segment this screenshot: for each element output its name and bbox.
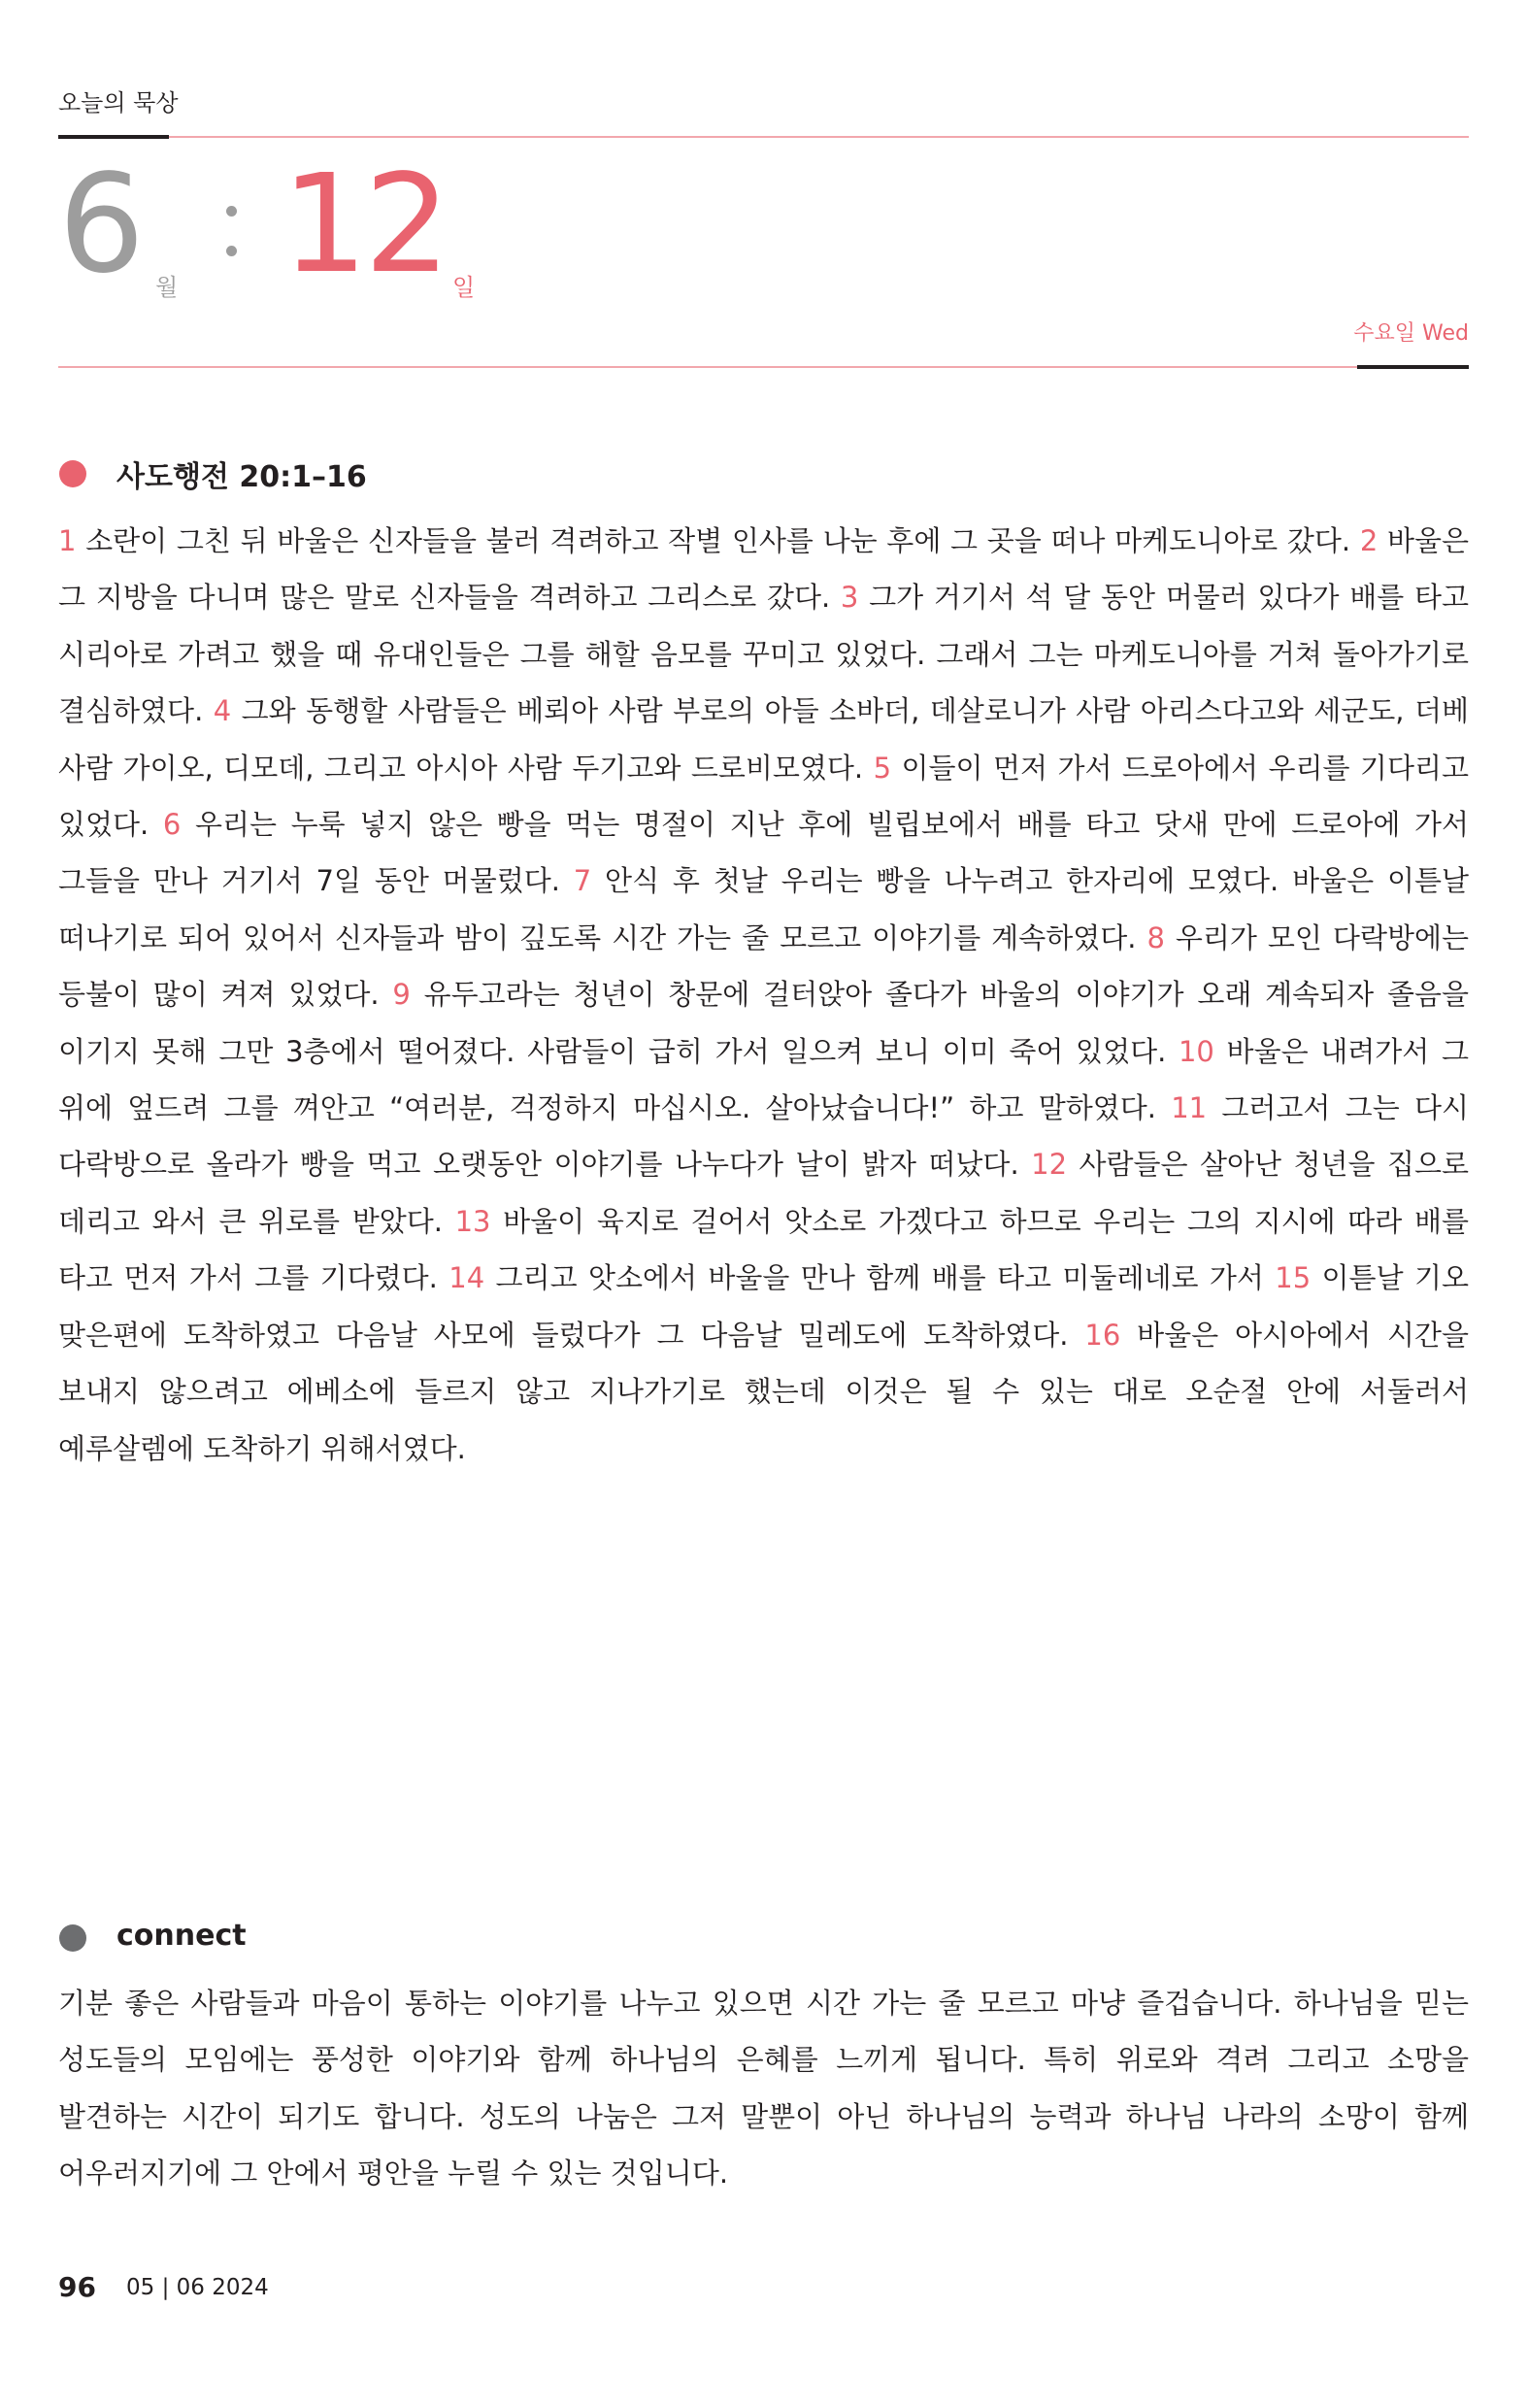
verse-number: 12	[1031, 1148, 1068, 1182]
verse-text: 이들이 먼저 가서 드로아에서 우리를 기다리고 있었다.	[58, 751, 1469, 842]
verse-text: 그리고 앗소에서 바울을 만나 함께 배를 타고 미둘레네로 가서	[484, 1261, 1276, 1295]
verse-number: 4	[213, 694, 232, 728]
day-unit: 일	[452, 274, 476, 301]
issue-date: 05 | 06 2024	[126, 2275, 269, 2300]
verse-text: 바울은 아시아에서 시간을 보내지 않으려고 에베소에 들르지 않고 지나가기로 했는데 이것은 될 수 있는 대로 오순절 안에 서둘러서 예루살렘에 도착하기 위해서였다.	[58, 1318, 1470, 1465]
month-number: 6	[58, 146, 146, 304]
scripture-bullet-icon	[59, 460, 86, 487]
verse-number: 5	[873, 751, 892, 785]
mid-rule	[58, 366, 1469, 368]
connect-bullet-icon	[59, 1924, 86, 1952]
verse-number: 10	[1178, 1034, 1214, 1068]
verse-text: 바울이 육지로 걸어서 앗소로 가겠다고 하므로 우리는 그의 지시에 따라 배를 타고 먼저 가서 그를 기다렸다.	[58, 1204, 1469, 1295]
verse-text: 사람들은 살아난 청년을 집으로 데리고 와서 큰 위로를 받았다.	[58, 1148, 1469, 1238]
verse-text: 우리는 누룩 넣지 않은 빵을 먹는 명절이 지난 후에 빌립보에서 배를 타고 닷새 만에 드로아에 가서 그들을 만나 거기서 7일 동안 머물렀다.	[58, 808, 1470, 898]
verse-text: 소란이 그친 뒤 바울은 신자들을 불러 격려하고 작별 인사를 나눈 후에 그 곳을 떠나 마케도니아로 갔다.	[76, 524, 1360, 557]
scripture-title: 사도행전 20:1–16	[116, 460, 367, 494]
weekday-rule-accent	[1357, 365, 1469, 369]
top-rule-accent	[58, 135, 169, 139]
month-unit: 월	[155, 274, 179, 301]
verse-text: 이튿날 기오 맞은편에 도착하였고 다음날 사모에 들렀다가 그 다음날 밀레도에 도착하였다.	[58, 1261, 1469, 1352]
verse-number: 15	[1275, 1261, 1312, 1295]
verse-number: 11	[1171, 1091, 1208, 1125]
verse-text: 안식 후 첫날 우리는 빵을 나누려고 한자리에 모였다. 바울은 이튿날 떠나기로 되어 있어서 신자들과 밤이 깊도록 시간 가는 줄 모르고 이야기를 계속하였다.	[58, 864, 1469, 954]
verse-number: 8	[1146, 920, 1165, 954]
scripture-body	[58, 513, 1469, 1477]
verse-number: 7	[573, 864, 592, 898]
verse-number: 1	[58, 524, 77, 557]
page-number: 96	[58, 2271, 96, 2303]
weekday-label: 수요일 Wed	[1353, 321, 1469, 346]
connect-body: 기분 좋은 사람들과 마음이 통하는 이야기를 나누고 있으면 시간 가는 줄 모르고 마냥 즐겁습니다. 하나님을 믿는 성도들의 모임에는 풍성한 이야기와 함께 하나님의 은혜를 느끼게 됩니다. 특히 위로와 격려 그리고 소망을 발견하는 시간이 되기도 합니다. 성도의 나눔은 그저 말뿐이 아닌 하나님의 능력과 하나님 나라의 소망이 함께 어우러지기에 그 안에서 평안을 누릴 수 있는 것입니다.	[58, 1987, 1469, 2191]
verse-number: 9	[392, 978, 411, 1012]
verse-text: 그와 동행할 사람들은 베뢰아 사람 부로의 아들 소바더, 데살로니가 사람 아리스다고와 세군도, 더베 사람 가이오, 디모데, 그리고 아시아 사람 두기고와 드로비모였다.	[58, 694, 1469, 785]
verse-text: 바울은 그 지방을 다니며 많은 말로 신자들을 격려하고 그리스로 갔다.	[58, 524, 1469, 615]
date-colon	[226, 206, 238, 274]
verse-text: 그러고서 그는 다시 다락방으로 올라가 빵을 먹고 오랫동안 이야기를 나누다가 날이 밝자 떠났다.	[58, 1091, 1469, 1182]
header-label: 오늘의 묵상	[58, 89, 179, 117]
day-number: 12	[282, 146, 448, 304]
verse-text: 바울은 내려가서 그 위에 엎드려 그를 껴안고 “여러분, 걱정하지 마십시오. 살아났습니다!” 하고 말하였다.	[58, 1034, 1469, 1125]
verse-number: 3	[840, 581, 859, 615]
verse-number: 16	[1084, 1318, 1121, 1352]
top-rule	[58, 136, 1469, 138]
verse-number: 14	[448, 1261, 485, 1295]
verse-text: 유두고라는 청년이 창문에 걸터앉아 졸다가 바울의 이야기가 오래 계속되자 졸음을 이기지 못해 그만 3층에서 떨어졌다. 사람들이 급히 가서 일으켜 보니 이미 죽어 있었다.	[58, 978, 1469, 1068]
verse-number: 2	[1359, 524, 1379, 557]
connect-title: connect	[116, 1919, 247, 1953]
verse-text: 그가 거기서 석 달 동안 머물러 있다가 배를 타고 시리아로 가려고 했을 때 유대인들은 그를 해할 음모를 꾸미고 있었다. 그래서 그는 마케도니아를 거쳐 돌아가기로 결심하였다.	[58, 581, 1469, 728]
verse-number: 6	[162, 808, 182, 842]
verse-text: 우리가 모인 다락방에는 등불이 많이 켜져 있었다.	[58, 920, 1469, 1012]
verse-number: 13	[454, 1204, 491, 1238]
